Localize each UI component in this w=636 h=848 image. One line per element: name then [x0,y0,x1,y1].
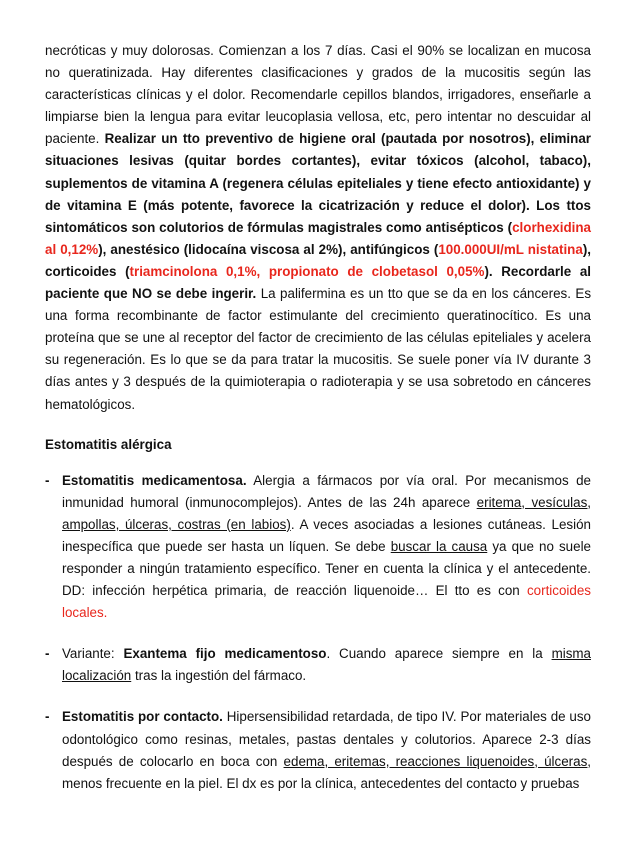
item-text-part: tras la ingestión del fármaco. [131,668,307,684]
item-text-part: Variante: [62,646,124,662]
underlined-text: misma localización [62,646,591,684]
item-title: Estomatitis por contacto. [62,709,223,725]
intro-red-nistatina: 100.000UI/mL nistatina [438,241,583,257]
item-text-part: Hipersensibilidad retardada, de tipo IV. Por materiales de uso odontológico como resinas, metales, pastas dentales y colutorios. Aparece 2-3 días después de colocarlo en boca con [62,709,591,769]
underlined-text: buscar la causa [390,538,488,554]
intro-bold-4: ). Recordarle al paciente que NO se debe ingerir. [45,263,591,302]
item-text-part: . Cuando aparece siempre en la [326,646,552,662]
intro-text-1: necróticas y muy dolorosas. Comienzan a los 7 días. Casi el 90% se localizan en mucosa no queratinizada. Hay diferentes clasificaciones y grados de la mucositis según las características clínicas y el dolor. Recomendarle cepillos blandos, irrigadores, enseñarle a limpiarse bien la lengua para evitar leucoplasia vellosa, etc, pero intentar no descuidar al paciente. [45,43,591,147]
bullet-dash: - [45,709,50,725]
item-title: Estomatitis medicamentosa. [62,472,247,488]
intro-bold-3: ), corticoides ( [45,241,592,279]
section-heading: Estomatitis alérgica [45,436,172,452]
item-text-part: Alergia a fármacos por vía oral. Por mecanismos de inmunidad humoral (inmunocomplejos). Antes de las 24h aparece [62,472,591,510]
bullet-dash: - [45,646,50,662]
item-title: Exantema fijo medicamentoso [123,646,327,662]
bullet-dash: - [45,472,50,488]
underlined-text: eritema, vesículas, ampollas, úlceras, costras (en labios) [62,494,591,532]
red-text: corticoides locales. [62,583,591,621]
document-page [45,40,591,814]
item-text-part: ya que no suele responder a ningún tratamiento específico. Tener en cuenta la clínica y el antecedente. DD: infección herpética primaria, de reacción liquenoide… El tto es con [62,538,591,599]
item-text [62,470,591,625]
list-item-exantema [45,643,591,687]
intro-red-clorhexidina: clorhexidina al 0,12% [45,219,591,257]
intro-bold-1: Realizar un tto preventivo de higiene oral (pautada por nosotros), eliminar situaciones lesivas (quitar bordes cortantes), evitar tóxicos (alcohol, tabaco), suplementos de vitamina A (regenera células epiteliales y tiene efecto antioxidante) y de vitamina E (más potente, favorece la cicatrización y reduce el dolor). Los ttos sintomáticos son colutorios de fórmulas magistrales como antisépticos ( [45,131,591,235]
item-text [62,706,591,794]
intro-bold-2: ), anestésico (lidocaína viscosa al 2%), antifúngicos ( [98,241,439,257]
intro-paragraph [45,40,591,416]
underlined-text: edema, eritemas, reacciones liquenoides, úlceras, [283,753,591,769]
item-text-part: menos frecuente en la piel. El dx es por la clínica, antecedentes del contacto y pruebas [62,775,580,791]
bullet-list [45,470,591,795]
intro-red-corticoides: triamcinolona 0,1%, propionato de clobetasol 0,05% [129,263,485,279]
intro-text-2: La palifermina es un tto que se da en los cánceres. Es una forma recombinante de factor estimulante del crecimiento queratinocítico. Es una proteína que se une al receptor del factor de crecimiento de las células epiteliales y acelera su regeneración. Es lo que se da para tratar la mucositis. Se suele poner vía IV durante 3 días antes y 3 después de la quimioterapia o radioterapia y se usa sobretodo en cánceres hematológicos. [45,286,592,412]
list-item-contacto [45,706,591,794]
item-text-part: . A veces asociadas a lesiones cutáneas. Lesión inespecífica que puede ser hasta un líquen. Se debe [62,516,591,554]
list-item-medicamentosa [45,470,591,625]
item-text [62,643,591,687]
